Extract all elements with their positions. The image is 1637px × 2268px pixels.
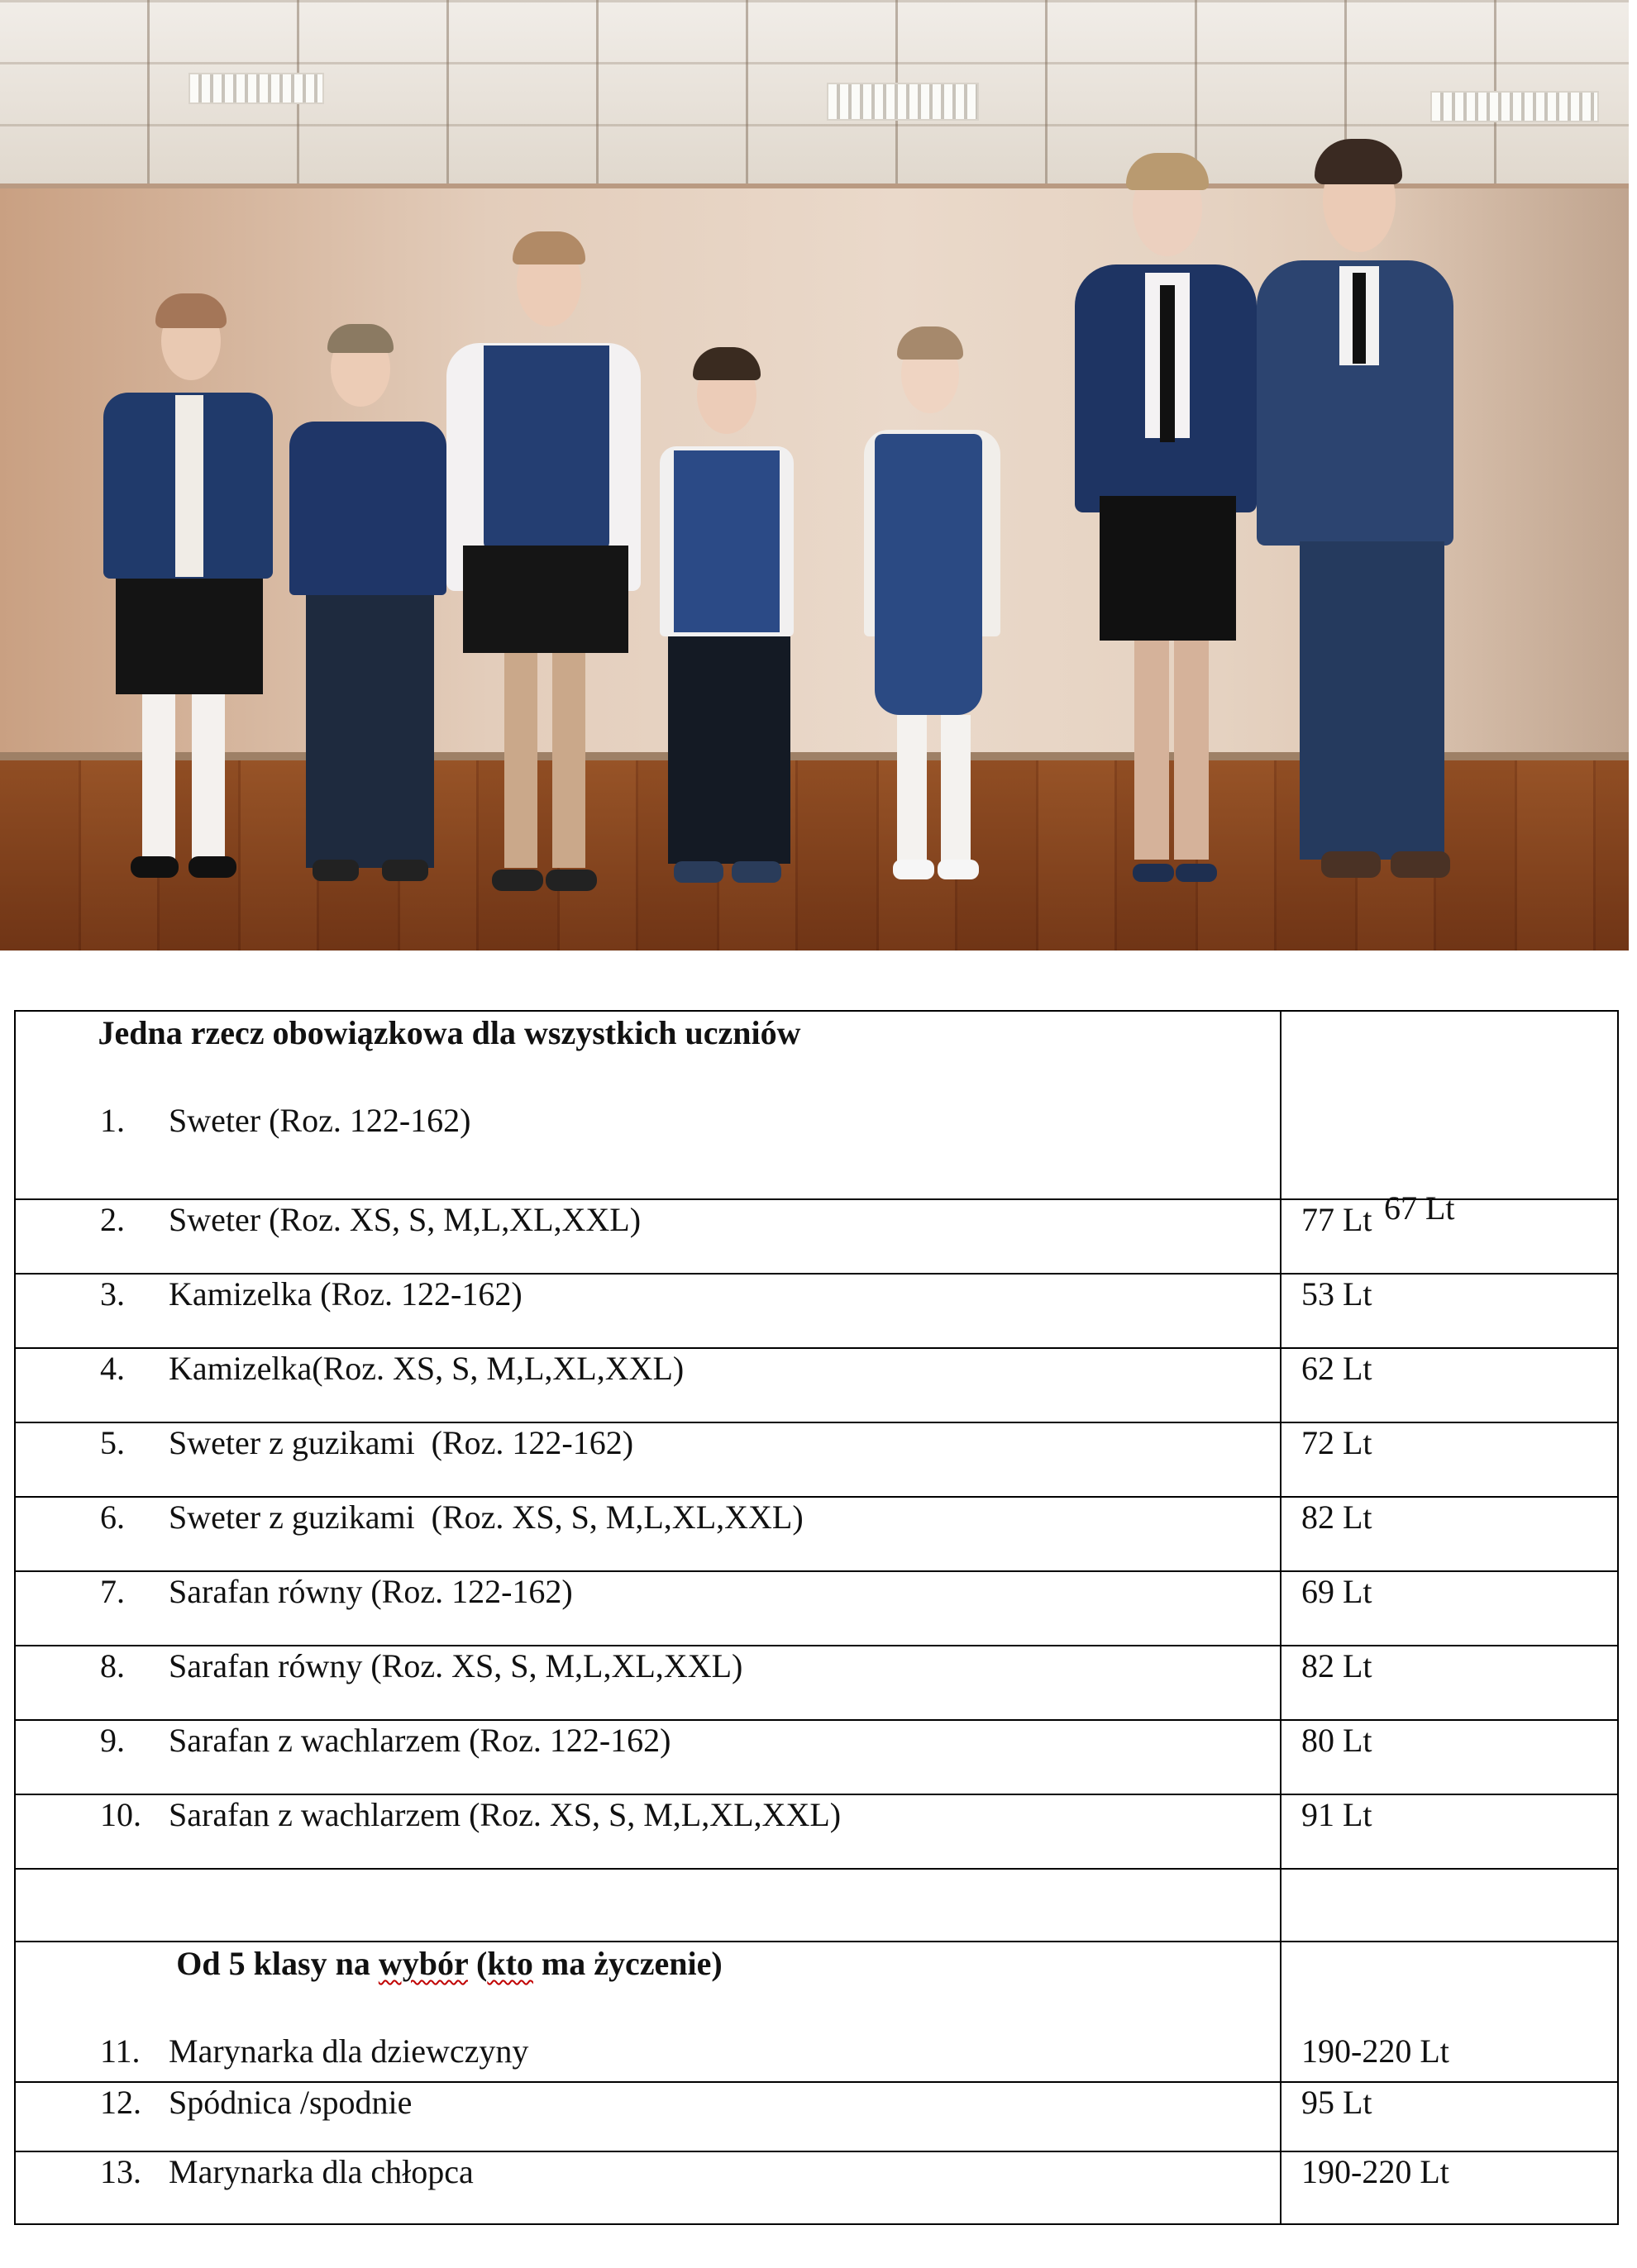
group-photo bbox=[0, 0, 1629, 951]
section-header-mandatory: Jedna rzecz obowiązkowa dla wszystkich uczniów bbox=[98, 1014, 801, 1051]
item-cell bbox=[15, 1497, 1281, 1571]
ceiling-lamp bbox=[189, 73, 324, 104]
ceiling-lamp bbox=[1430, 91, 1599, 122]
table-row bbox=[15, 1942, 1618, 2082]
empty-cell bbox=[15, 1869, 1281, 1942]
item-cell bbox=[15, 1794, 1281, 1869]
price-cell bbox=[1281, 1942, 1618, 2082]
item-number: 2. bbox=[100, 1201, 125, 1238]
header-text: kto bbox=[487, 1945, 533, 1982]
item-name: Marynarka dla dziewczyny bbox=[169, 2032, 529, 2070]
item-price: 77 Lt bbox=[1301, 1201, 1372, 1238]
table-row bbox=[15, 1199, 1618, 1274]
item-price: 69 Lt bbox=[1301, 1573, 1372, 1610]
item-number: 5. bbox=[100, 1424, 125, 1461]
item-cell bbox=[15, 1942, 1281, 2082]
price-cell bbox=[1281, 1497, 1618, 1571]
item-price: 62 Lt bbox=[1301, 1350, 1372, 1387]
item-number: 9. bbox=[100, 1722, 125, 1759]
item-cell bbox=[15, 1199, 1281, 1274]
item-number: 6. bbox=[100, 1498, 125, 1536]
item-number: 4. bbox=[100, 1350, 125, 1387]
header-text: ma życzenie) bbox=[532, 1945, 723, 1982]
table-row bbox=[15, 1497, 1618, 1571]
header-text: ( bbox=[468, 1945, 488, 1982]
table-row bbox=[15, 1646, 1618, 1720]
item-price: 82 Lt bbox=[1301, 1498, 1372, 1536]
table-row-empty bbox=[15, 1869, 1618, 1942]
price-cell bbox=[1281, 1422, 1618, 1497]
item-name: Sarafan z wachlarzem (Roz. XS, S, M,L,XL,XXL) bbox=[169, 1796, 842, 1833]
item-cell bbox=[15, 1348, 1281, 1422]
item-number: 10. bbox=[100, 1796, 141, 1833]
price-cell bbox=[1281, 1571, 1618, 1646]
item-cell bbox=[15, 2082, 1281, 2151]
ceiling-lamp bbox=[827, 83, 979, 121]
item-name: Sweter z guzikami (Roz. XS, S, M,L,XL,XXL) bbox=[169, 1498, 804, 1536]
price-cell bbox=[1281, 2151, 1618, 2224]
item-number: 8. bbox=[100, 1647, 125, 1684]
item-cell bbox=[15, 1422, 1281, 1497]
item-name: Sweter (Roz. 122-162) bbox=[169, 1102, 471, 1139]
header-text: Od 5 klasy na bbox=[176, 1945, 379, 1982]
item-name: Sweter (Roz. XS, S, M,L,XL,XXL) bbox=[169, 1201, 642, 1238]
item-name: Sarafan z wachlarzem (Roz. 122-162) bbox=[169, 1722, 671, 1759]
table-row bbox=[15, 1011, 1618, 1199]
item-name: Marynarka dla chłopca bbox=[169, 2153, 474, 2190]
item-number: 12. bbox=[100, 2084, 141, 2121]
item-cell bbox=[15, 2151, 1281, 2224]
item-price: 80 Lt bbox=[1301, 1722, 1372, 1759]
price-cell bbox=[1281, 2082, 1618, 2151]
item-cell bbox=[15, 1274, 1281, 1348]
table-row bbox=[15, 1794, 1618, 1869]
table-row bbox=[15, 1348, 1618, 1422]
item-number: 1. bbox=[100, 1102, 125, 1139]
price-cell bbox=[1281, 1199, 1618, 1274]
item-price: 91 Lt bbox=[1301, 1796, 1372, 1833]
price-cell bbox=[1281, 1274, 1618, 1348]
item-number: 11. bbox=[100, 2032, 141, 2070]
header-text: wybór bbox=[378, 1945, 468, 1982]
table-row bbox=[15, 2082, 1618, 2151]
table-row bbox=[15, 2151, 1618, 2224]
table-row bbox=[15, 1571, 1618, 1646]
item-number: 3. bbox=[100, 1275, 125, 1313]
item-price: 190-220 Lt bbox=[1301, 2032, 1449, 2070]
item-cell bbox=[15, 1011, 1281, 1199]
item-number: 7. bbox=[100, 1573, 125, 1610]
item-price: 53 Lt bbox=[1301, 1275, 1372, 1313]
item-name: Sarafan równy (Roz. 122-162) bbox=[169, 1573, 573, 1610]
price-table bbox=[14, 1010, 1619, 2225]
price-text: 67 Lt bbox=[1384, 1189, 1455, 1227]
table-row bbox=[15, 1720, 1618, 1794]
item-price: 95 Lt bbox=[1301, 2084, 1372, 2121]
item-price: 72 Lt bbox=[1301, 1424, 1372, 1461]
item-name: Kamizelka(Roz. XS, S, M,L,XL,XXL) bbox=[169, 1350, 685, 1387]
item-price: 190-220 Lt bbox=[1301, 2153, 1449, 2190]
item-cell bbox=[15, 1720, 1281, 1794]
item-number: 13. bbox=[100, 2153, 141, 2190]
item-name: Kamizelka (Roz. 122-162) bbox=[169, 1275, 523, 1313]
price-cell bbox=[1281, 1348, 1618, 1422]
table-row bbox=[15, 1274, 1618, 1348]
price-cell bbox=[1281, 1646, 1618, 1720]
price-cell bbox=[1281, 1720, 1618, 1794]
item-cell bbox=[15, 1646, 1281, 1720]
empty-cell bbox=[1281, 1869, 1618, 1942]
item-name: Sweter z guzikami (Roz. 122-162) bbox=[169, 1424, 634, 1461]
price-cell bbox=[1281, 1794, 1618, 1869]
item-name: Spódnica /spodnie bbox=[169, 2084, 413, 2121]
section-header-optional bbox=[0, 1944, 1081, 1983]
item-cell bbox=[15, 1571, 1281, 1646]
table-row bbox=[15, 1422, 1618, 1497]
item-price: 82 Lt bbox=[1301, 1647, 1372, 1684]
item-name: Sarafan równy (Roz. XS, S, M,L,XL,XXL) bbox=[169, 1647, 743, 1684]
